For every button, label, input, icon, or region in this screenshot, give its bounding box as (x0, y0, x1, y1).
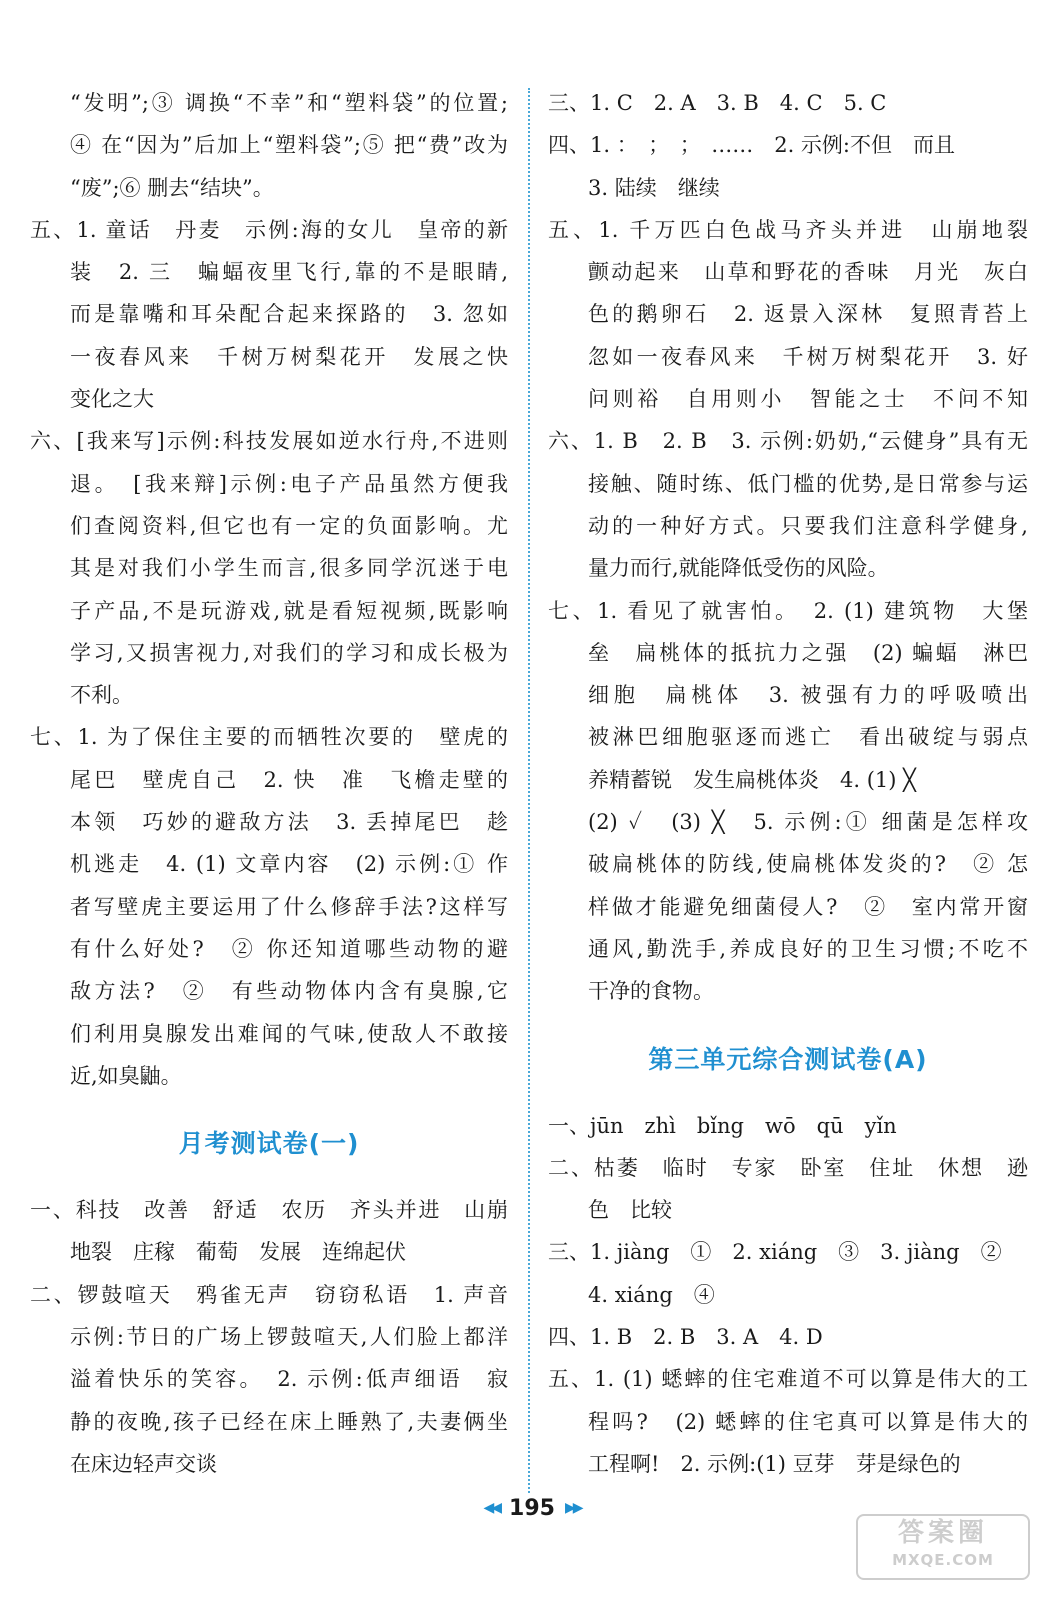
answer-line: 色的鹅卵石 2. 返景入深林 复照青苔上 (588, 302, 1028, 327)
answer-line: 垒 扁桃体的抵抗力之强 (2) 蝙蝠 淋巴 (588, 640, 1028, 665)
watermark-logo (856, 1514, 1030, 1580)
right-block-2 (548, 1105, 1028, 1486)
watermark-bottom-text: MXQE.COM (892, 1551, 994, 1569)
answer-line: 敌方法? ② 有些动物体内含有臭腺,它 (70, 979, 508, 1004)
answer-line: 五、1. 千万匹白色战马齐头并进 山崩地裂 (548, 217, 1028, 242)
answer-line: 本领 巧妙的避敌方法 3. 丢掉尾巴 趁 (70, 810, 508, 835)
left-block-3 (30, 1189, 508, 1485)
answer-line: 者写壁虎主要运用了什么修辞手法?这样写 (70, 894, 508, 919)
answer-line: 装 2. 三 蝙蝠夜里飞行,靠的不是眼睛, (70, 260, 508, 285)
answer-line: 地裂 庄稼 葡萄 发展 连绵起伏 (70, 1240, 406, 1265)
answer-line: 工程啊! 2. 示例:(1) 豆芽 芽是绿色的 (588, 1451, 961, 1476)
answer-line: 忽如一夜春风来 千树万树梨花开 3. 好 (588, 344, 1028, 369)
answer-line: 二、枯萎 临时 专家 卧室 住址 休想 逊 (548, 1155, 1028, 1180)
answer-line: 退。 [我来辩]示例:电子产品虽然方便我 (70, 471, 508, 496)
answer-line: “废”;⑥ 删去“结块”。 (70, 175, 274, 200)
answer-line: ④ 在“因为”后加上“塑料袋”;⑤ 把“费”改为 (70, 133, 508, 158)
answer-line: 问则裕 自用则小 智能之士 不问不知 (588, 387, 1028, 412)
answer-line: 样做才能避免细菌侵人? ② 室内常开窗 (588, 894, 1028, 919)
answer-line: 尾巴 壁虎自己 2. 快 准 飞檐走壁的 (70, 767, 508, 792)
answer-line: 一、科技 改善 舒适 农历 齐头并进 山崩 (30, 1198, 508, 1223)
answer-line: 干净的食物。 (588, 979, 714, 1004)
answer-line: 动的一种好方式。只要我们注意科学健身, (588, 513, 1028, 538)
answer-line: 细胞 扁桃体 3. 被强有力的呼吸喷出 (588, 683, 1028, 708)
prev-page-arrows-icon: ◀◀ (483, 1500, 500, 1516)
next-page-arrows-icon: ▶▶ (564, 1500, 581, 1516)
watermark-top-text: 答案圈 (897, 1518, 988, 1548)
answer-line: 在床边轻声交谈 (70, 1451, 217, 1476)
answer-line: 3. 陆续 继续 (588, 175, 720, 200)
answer-line: 近,如臭鼬。 (70, 1063, 182, 1088)
section-heading: 第三单元综合测试卷(A) (648, 1044, 928, 1074)
answer-line: 破扁桃体的防线,使扁桃体发炎的? ② 怎 (588, 852, 1028, 877)
answer-line: 们利用臭腺发出难闻的气味,使敌人不敢接 (70, 1021, 508, 1046)
answer-line: 学习,又损害视力,对我们的学习和成长极为 (70, 640, 508, 665)
answer-line: (2) ✓ (3) ╳ 5. 示例:① 细菌是怎样攻 (588, 810, 1028, 835)
page-number: 195 (509, 1495, 555, 1521)
answer-line: 七、1. 为了保住主要的而牺牲次要的 壁虎的 (30, 725, 508, 750)
answer-line: 静的夜晚,孩子已经在床上睡熟了,夫妻俩坐 (70, 1409, 508, 1434)
answer-line: 养精蓄锐 发生扁桃体炎 4. (1) ╳ (588, 767, 916, 792)
answer-line: 4. xiáng ④ (588, 1282, 715, 1307)
answer-line: 三、1. C 2. A 3. B 4. C 5. C (548, 91, 887, 115)
answer-line: 四、1. B 2. B 3. A 4. D (548, 1325, 823, 1350)
answer-line: 二、锣鼓喧天 鸦雀无声 窃窃私语 1. 声音 (30, 1282, 508, 1307)
answer-line: 有什么好处? ② 你还知道哪些动物的避 (70, 936, 508, 961)
answer-line: 一夜春风来 千树万树梨花开 发展之快 (70, 344, 508, 369)
answer-line: 变化之大 (70, 387, 154, 412)
answer-line: 们查阅资料,但它也有一定的负面影响。尤 (70, 513, 508, 538)
answer-line: 颤动起来 山草和野花的香味 月光 灰白 (588, 260, 1028, 285)
answer-line: 七、1. 看见了就害怕。 2. (1) 建筑物 大堡 (548, 598, 1028, 623)
answer-line: 其是对我们小学生而言,很多同学沉迷于电 (70, 556, 508, 581)
answer-line: 五、1. 童话 丹麦 示例:海的女儿 皇帝的新 (30, 217, 508, 242)
answer-line: 程吗? (2) 蟋蟀的住宅真可以算是伟大的 (588, 1409, 1028, 1434)
answer-line: 而是靠嘴和耳朵配合起来探路的 3. 忽如 (70, 302, 508, 327)
answer-line: 接触、随时练、低门槛的优势,是日常参与运 (588, 471, 1028, 496)
answer-line: 示例:节日的广场上锣鼓喧天,人们脸上都洋 (70, 1325, 508, 1350)
answer-line: 三、1. jiàng ① 2. xiáng ③ 3. jiàng ② (548, 1240, 1002, 1265)
answer-line: 量力而行,就能降低受伤的风险。 (588, 556, 889, 581)
answer-line: 五、1. (1) 蟋蟀的住宅难道不可以算是伟大的工 (548, 1367, 1028, 1392)
answer-line: 六、[我来写]示例:科技发展如逆水行舟,不进则 (30, 429, 508, 454)
answer-line: 机逃走 4. (1) 文章内容 (2) 示例:① 作 (70, 852, 508, 877)
left-block-2 (30, 209, 508, 1097)
section-heading: 月考测试卷(一) (178, 1129, 360, 1159)
column-divider (528, 88, 530, 1493)
answer-line: 四、1. ： ； ； …… 2. 示例:不但 而且 (548, 133, 955, 158)
left-block-1 (30, 82, 508, 209)
left-column (30, 82, 508, 1485)
answer-line: 子产品,不是玩游戏,就是看短视频,既影响 (70, 598, 508, 623)
answer-line: “发明”;③ 调换“不幸”和“塑料袋”的位置; (70, 91, 508, 115)
answer-line: 不利。 (70, 683, 133, 708)
right-block-1 (548, 82, 1028, 1013)
answer-line: 被淋巴细胞驱逐而逃亡 看出破绽与弱点 (588, 725, 1028, 750)
answer-line: 六、1. B 2. B 3. 示例:奶奶,“云健身”具有无 (548, 429, 1028, 454)
answer-line: 色 比较 (588, 1198, 672, 1223)
answer-line: 溢着快乐的笑容。 2. 示例:低声细语 寂 (70, 1367, 508, 1392)
right-column (548, 82, 1028, 1485)
answer-line: 通风,勤洗手,养成良好的卫生习惯;不吃不 (588, 936, 1028, 961)
answer-line: 一、jūn zhì bǐng wō qū yǐn (548, 1113, 897, 1138)
